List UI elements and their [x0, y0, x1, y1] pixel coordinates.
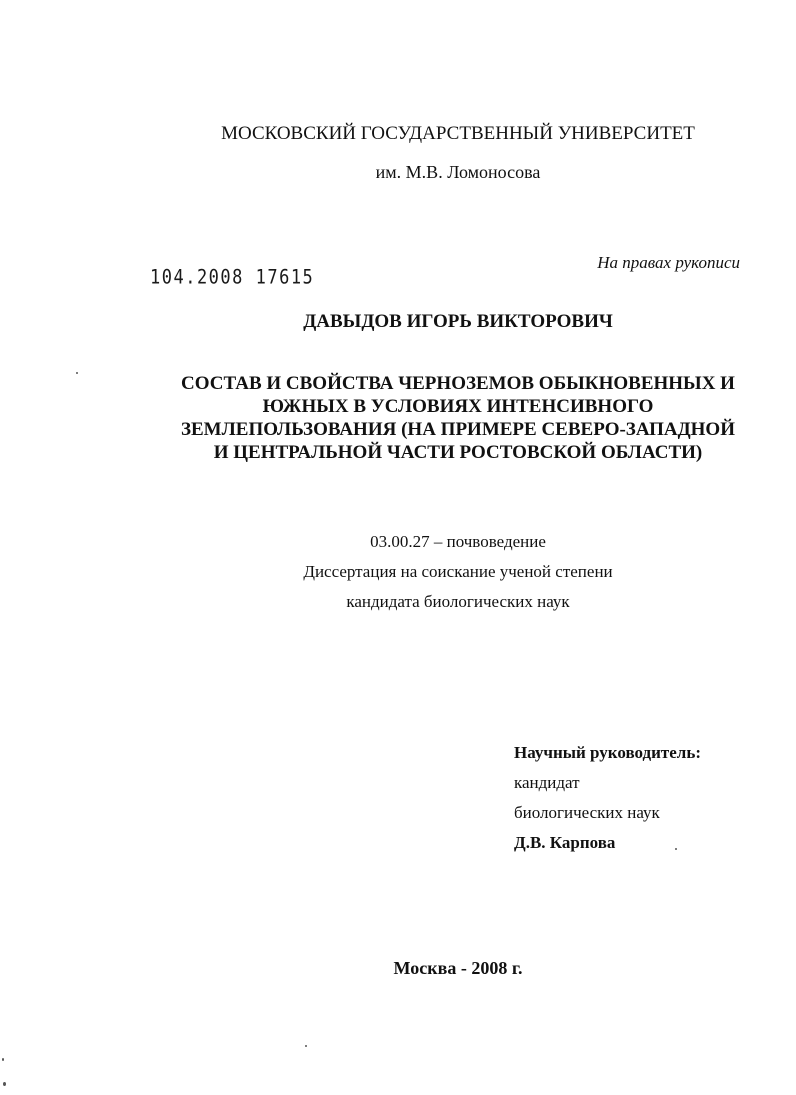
scan-speck [3, 1082, 6, 1086]
author-name: ДАВЫДОВ ИГОРЬ ВИКТОРОВИЧ [303, 311, 613, 332]
scan-speck [76, 372, 78, 374]
scan-speck [675, 848, 677, 850]
manuscript-rights: На правах рукописи [597, 253, 740, 272]
archive-stamp: 104.2008 17615 [150, 266, 315, 289]
title-line: И ЦЕНТРАЛЬНОЙ ЧАСТИ РОСТОВСКОЙ ОБЛАСТИ) [213, 442, 703, 463]
scan-speck [305, 1045, 307, 1047]
city-year: Москва - 2008 г. [393, 958, 523, 978]
title-line: СОСТАВ И СВОЙСТВА ЧЕРНОЗЕМОВ ОБЫКНОВЕННЫХ И [181, 373, 735, 394]
advisor-heading: Научный руководитель: [514, 743, 701, 762]
specialty: 03.00.27 – почвоведение [370, 532, 546, 551]
advisor-rank-line1: кандидат [514, 773, 580, 792]
scan-speck [2, 1058, 4, 1061]
title-line: ЮЖНЫХ В УСЛОВИЯХ ИНТЕНСИВНОГО [262, 396, 654, 417]
dissertation-title [60, 372, 796, 464]
university-named-after: им. М.В. Ломоносова [375, 162, 541, 182]
advisor-rank-line2: биологических наук [514, 803, 660, 822]
advisor-name: Д.В. Карпова [514, 833, 616, 852]
advisor-block [514, 738, 701, 858]
title-line: ЗЕМЛЕПОЛЬЗОВАНИЯ (НА ПРИМЕРЕ СЕВЕРО-ЗАПАДНОЙ [180, 419, 735, 440]
dissertation-type: Диссертация на соискание ученой степени [303, 562, 613, 581]
degree: кандидата биологических наук [346, 592, 570, 611]
university-name: МОСКОВСКИЙ ГОСУДАРСТВЕННЫЙ УНИВЕРСИТЕТ [221, 123, 695, 144]
